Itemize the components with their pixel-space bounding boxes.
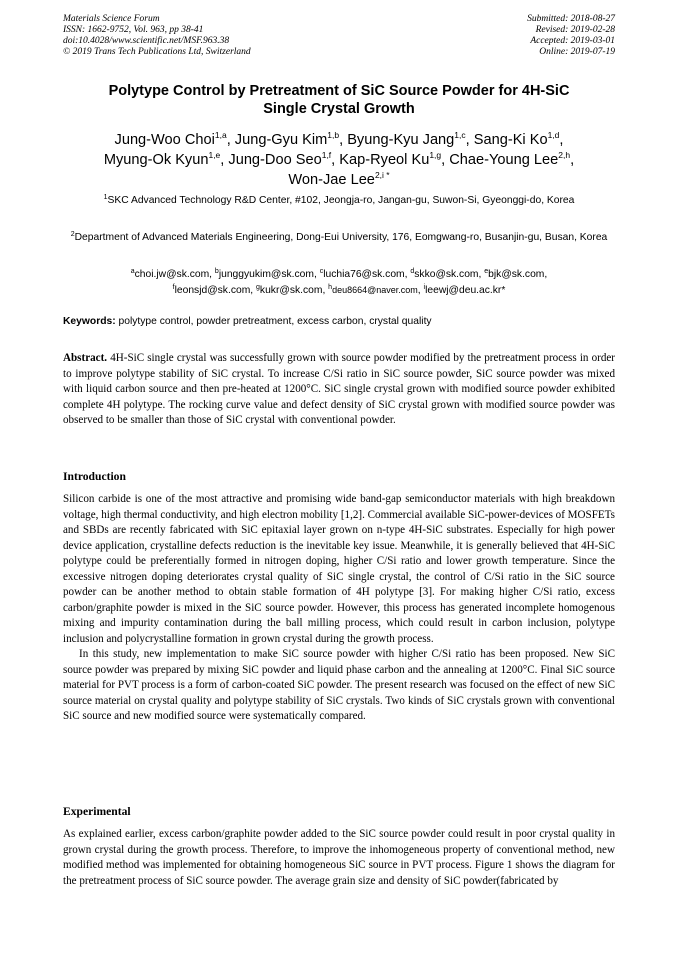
journal-copyright: © 2019 Trans Tech Publications Ltd, Switzerland [63, 47, 251, 57]
date-submitted: Submitted: 2018-08-27 [527, 14, 615, 24]
email-link[interactable]: $^e$bjk@sk.com [484, 268, 545, 280]
paper-title [63, 82, 615, 118]
author-9: Won-Jae Lee$^{2,i *}$ [288, 170, 390, 188]
journal-issn: ISSN: 1662-9752, Vol. 963, pp 38-41 [63, 25, 204, 35]
email-link[interactable]: $^d$skko@sk.com [410, 268, 479, 280]
author-1: Jung-Woo Choi$^{1,a}$, [114, 130, 235, 148]
author-8: Chae-Young Lee$^{2,h}$, [449, 150, 575, 168]
author-2: Jung-Gyu Kim$^{1,b}$, [234, 130, 348, 148]
abstract-label: Abstract. [63, 352, 108, 364]
author-3: Byung-Kyu Jang$^{1,c}$, [347, 130, 474, 148]
abstract-text: 4H-SiC single crystal was successfully grown with source powder modified by the pretreatment process in order to improve polytype stability of SiC crystal. To increase C/Si ratio in SiC source powder, SiC source powder was mixed with liquid carbon source and then pre-heated at 1200°C. SiC single crystal grown with modified source powder exhibited complete 4H polytype. The rocking curve value and defect density of SiC crystal grown with modified source powder was observed to be smaller than those of SiC crystal with conventional powder. [63, 352, 615, 426]
introduction-body [63, 492, 615, 725]
email-link[interactable]: $^i$leewj@deu.ac.kr* [423, 283, 506, 296]
email-link[interactable]: $^c$luchia76@sk.com [319, 268, 405, 280]
paragraph: Silicon carbide is one of the most attractive and promising wide band-gap semiconductor materials with high breakdown voltage, high thermal conductivity, and high electron mobility [1,2]. Commercial available SiC-power-devices of MOSFETs and SBDs are recently fabricated with SiC epitaxial layer grown on n-type 4H-SiC substrates. Especially for high power device application, crystalline defects reduction is the inevitable key issue. Meanwhile, it is generally believed that 4H-SiC polytype could be preferentially formed in nitrogen doping, higher C/Si ratio and lower growth temperature. Since the excessive nitrogen doping deteriorates crystal quality of SiC single crystal, the control of C/Si ratio in the SiC source powder can be another method to obtain stable formation of 4H polytype [3]. For making higher C/Si ratio, excess carbon/graphite powder is mixed in the SiC source powder. However, this process has generated incomplete homogenous mixing and impurity contamination during the ball milling process, which could result in carbon inclusion, polytype inclusion and polycrystalline formation in grown crystal during the growth process. [63, 493, 615, 645]
paragraph: In this study, new implementation to make SiC source powder with higher C/Si ratio has been proposed. New SiC source powder was prepared by mixing SiC powder and liquid phase carbon and the annealing at 1200°C. Final SiC source material for PVT process is a form of carbon-coated SiC powder. The present research was focused on the effect of new SiC source material on crystal quality and polytype stability of SiC crystals. Two kinds of SiC crystals grown with conventional SiC source and new modified source were systematically compared. [63, 648, 615, 722]
author-list [63, 130, 615, 190]
date-accepted: Accepted: 2019-03-01 [530, 36, 615, 46]
affiliation-1: $^1$SKC Advanced Technology R&D Center, #102, Jeongja-ro, Jangan-gu, Suwon-Si, Gyeonggi-do, Korea [103, 194, 575, 206]
date-revised: Revised: 2019-02-28 [535, 25, 615, 35]
paragraph: As explained earlier, excess carbon/graphite powder added to the SiC source powder could result in poor crystal quality in grown crystal during the growth process. Therefore, to improve the inhomogeneous property of conventional method, new modified method was implemented for obtaining homogeneous SiC source in PVT process. Figure 1 shows the diagram for the pretreatment process of SiC source powder. The average grain size and density of SiC powder(fabricated by [63, 828, 615, 887]
author-7: Kap-Ryeol Ku$^{1,g}$, [339, 150, 450, 168]
author-6: Jung-Doo Seo$^{1,f}$, [228, 150, 340, 168]
keywords-text: polytype control, powder pretreatment, excess carbon, crystal quality [115, 316, 432, 327]
email-link[interactable]: $^f$leonsjd@sk.com [172, 283, 251, 296]
experimental-body [63, 827, 615, 889]
affiliation-2: $^2$Department of Advanced Materials Engineering, Dong-Eui University, 176, Eomgwang-ro, Busanjin-gu, Busan, Korea [70, 231, 608, 243]
author-4: Sang-Ki Ko$^{1,d}$, [473, 130, 564, 148]
paper-title-line-1: Polytype Control by Pretreatment of SiC Source Powder for 4H-SiC [108, 83, 570, 99]
email-link[interactable]: $^g$kukr@sk.com [256, 283, 323, 296]
email-link[interactable]: $^h$deu8664@naver.com [328, 283, 418, 295]
email-list: $^a$choi.jw@sk.com, $^b$junggyukim@sk.com, $^c$luchia76@sk.com, $^d$skko@sk.com, $^e$bjk@sk.com, $^f$leonsjd@sk.com, $^g$kukr@sk.com, $^h$deu8664@naver.com, $^i$leewj@deu.ac.kr* [130, 268, 548, 296]
publication-dates [527, 14, 615, 58]
journal-doi[interactable]: doi:10.4028/www.scientific.net/MSF.963.38 [63, 36, 230, 46]
journal-name: Materials Science Forum [63, 14, 160, 24]
email-link[interactable]: $^a$choi.jw@sk.com [130, 268, 210, 280]
date-online: Online: 2019-07-19 [539, 47, 615, 57]
author-5: Myung-Ok Kyun$^{1,e}$, [103, 150, 229, 168]
section-heading-experimental: Experimental [63, 805, 131, 818]
paper-title-line-2: Single Crystal Growth [263, 101, 415, 117]
email-link[interactable]: $^b$junggyukim@sk.com [214, 268, 314, 280]
section-heading-introduction: Introduction [63, 470, 126, 483]
abstract [63, 351, 615, 429]
journal-info [63, 14, 251, 58]
keywords [63, 315, 615, 329]
keywords-label: Keywords: [63, 316, 116, 327]
